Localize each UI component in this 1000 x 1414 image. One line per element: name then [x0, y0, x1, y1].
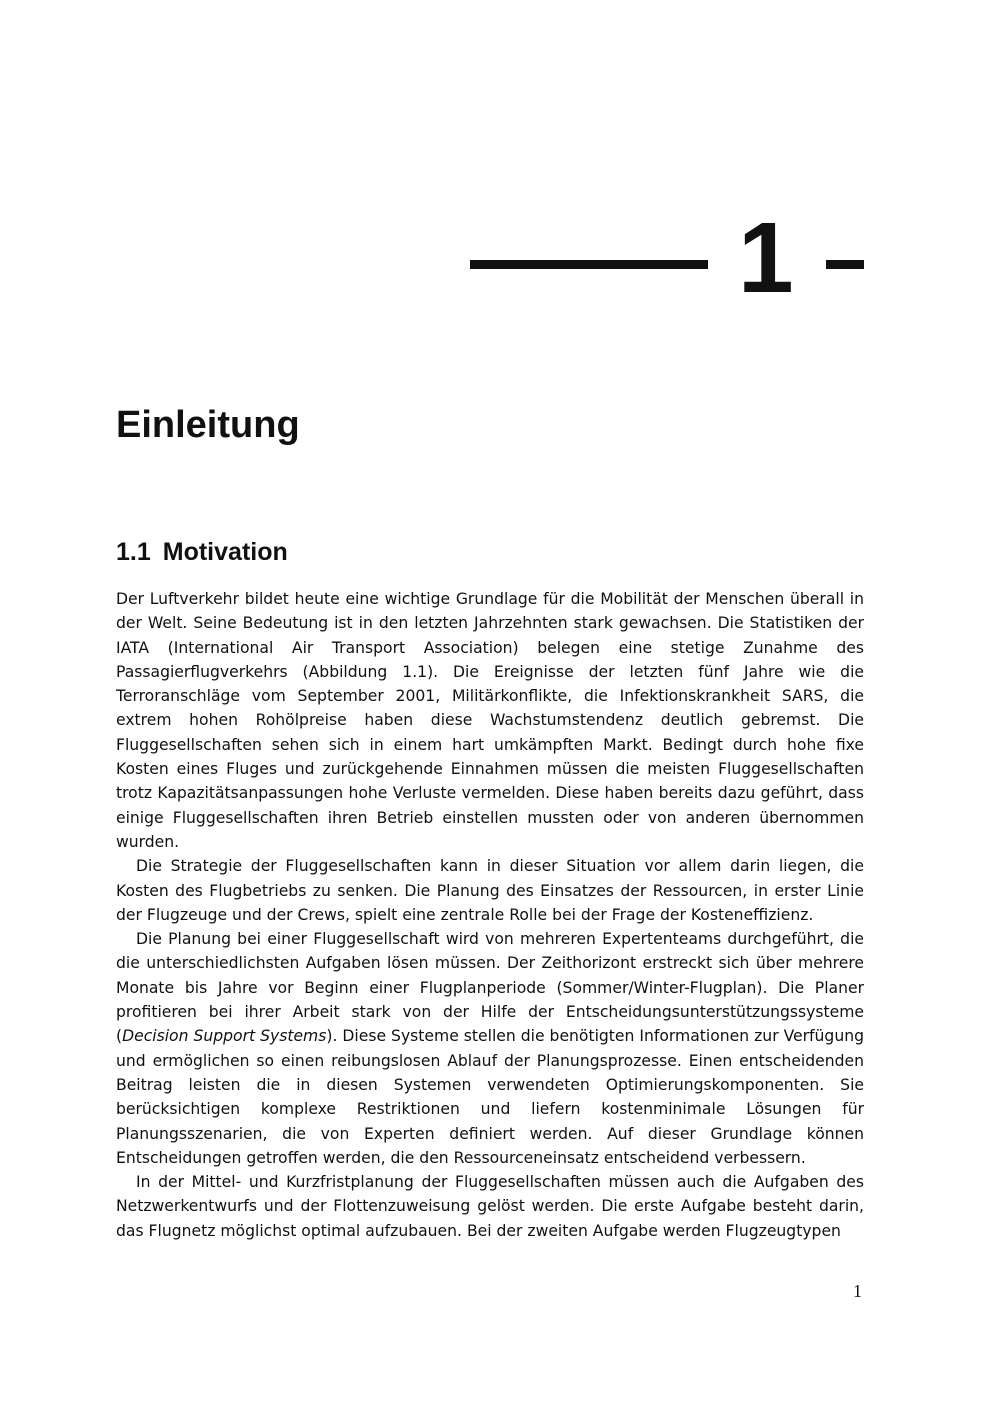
chapter-number: 1: [738, 202, 794, 314]
paragraph-3-part-2: ). Diese Systeme stellen die benötigten Informationen zur Verfügung und ermöglichen so einen reibungslosen Ablauf der Planungsprozesse. Einen entscheidenden Beitrag leisten die in diesen Systemen verwendeten Optimierungskomponenten. Sie berücksichtigen komplexe Restriktionen und liefern kostenminimale Lösungen für Planungsszenarien, die von Experten definiert werden. Auf dieser Grundlage können Entscheidungen getroffen werden, die den Ressourceneinsatz entscheidend verbessern.: [116, 1027, 864, 1167]
paragraph-3-part-1: Die Planung bei einer Fluggesellschaft wird von mehreren Expertenteams durchgeführt, die die unterschiedlichsten Aufgaben lösen müssen. Der Zeithorizont erstreckt sich über mehrere Monate bis Jahre vor Beginn einer Flugplanperiode (Sommer/Winter-Flugplan). Die Planer profitieren bei ihrer Arbeit stark von der Hilfe der Entscheidungsunterstützungssysteme (: [116, 930, 864, 1046]
paragraph-1: Der Luftverkehr bildet heute eine wichtige Grundlage für die Mobilität der Menschen überall in der Welt. Seine Bedeutung ist in den letzten Jahrzehnten stark gewachsen. Die Statistiken der IATA (International Air Transport Association) belegen eine stetige Zunahme des Passagierflugverkehrs (Abbildung 1.1). Die Ereignisse der letzten fünf Jahre wie die Terroranschläge vom September 2001, Militärkonflikte, die Infektionskrankheit SARS, die extrem hohen Rohölpreise haben diese Wachstumstendenz deutlich gebremst. Die Fluggesellschaften sehen sich in einem hart umkämpften Markt. Bedingt durch hohe fixe Kosten eines Fluges und zurückgehende Einnahmen müssen die meisten Fluggesellschaften trotz Kapazitätsanpassungen hohe Verluste vermelden. Diese haben bereits dazu geführt, dass einige Fluggesellschaften ihren Betrieb einstellen mussten oder von anderen übernommen wurden.: [116, 590, 864, 851]
chapter-marker: [470, 202, 865, 314]
section-number: 1.1: [116, 538, 151, 566]
paragraph-3: [116, 927, 864, 1170]
section-heading: [116, 534, 288, 570]
chapter-title: Einleitung: [116, 404, 300, 446]
chapter-rule-left: [470, 260, 708, 269]
body-text: [116, 587, 864, 1243]
paragraph-2: Die Strategie der Fluggesellschaften kann in dieser Situation vor allem darin liegen, die Kosten des Flugbetriebs zu senken. Die Planung des Einsatzes der Ressourcen, in erster Linie der Flugzeuge und der Crews, spielt eine zentrale Rolle bei der Frage der Kosteneffizienz.: [116, 857, 864, 924]
chapter-rule-right: [826, 260, 864, 269]
paragraph-4: In der Mittel- und Kurzfristplanung der Fluggesellschaften müssen auch die Aufgaben des Netzwerkentwurfs und der Flottenzuweisung gelöst werden. Die erste Aufgabe besteht darin, das Flugnetz möglichst optimal aufzubauen. Bei der zweiten Aufgabe werden Flugzeugtypen: [116, 1173, 864, 1240]
emphasis-term: Decision Support Systems: [122, 1027, 327, 1046]
page-number: 1: [853, 1281, 862, 1301]
section-title: Motivation: [162, 538, 288, 566]
